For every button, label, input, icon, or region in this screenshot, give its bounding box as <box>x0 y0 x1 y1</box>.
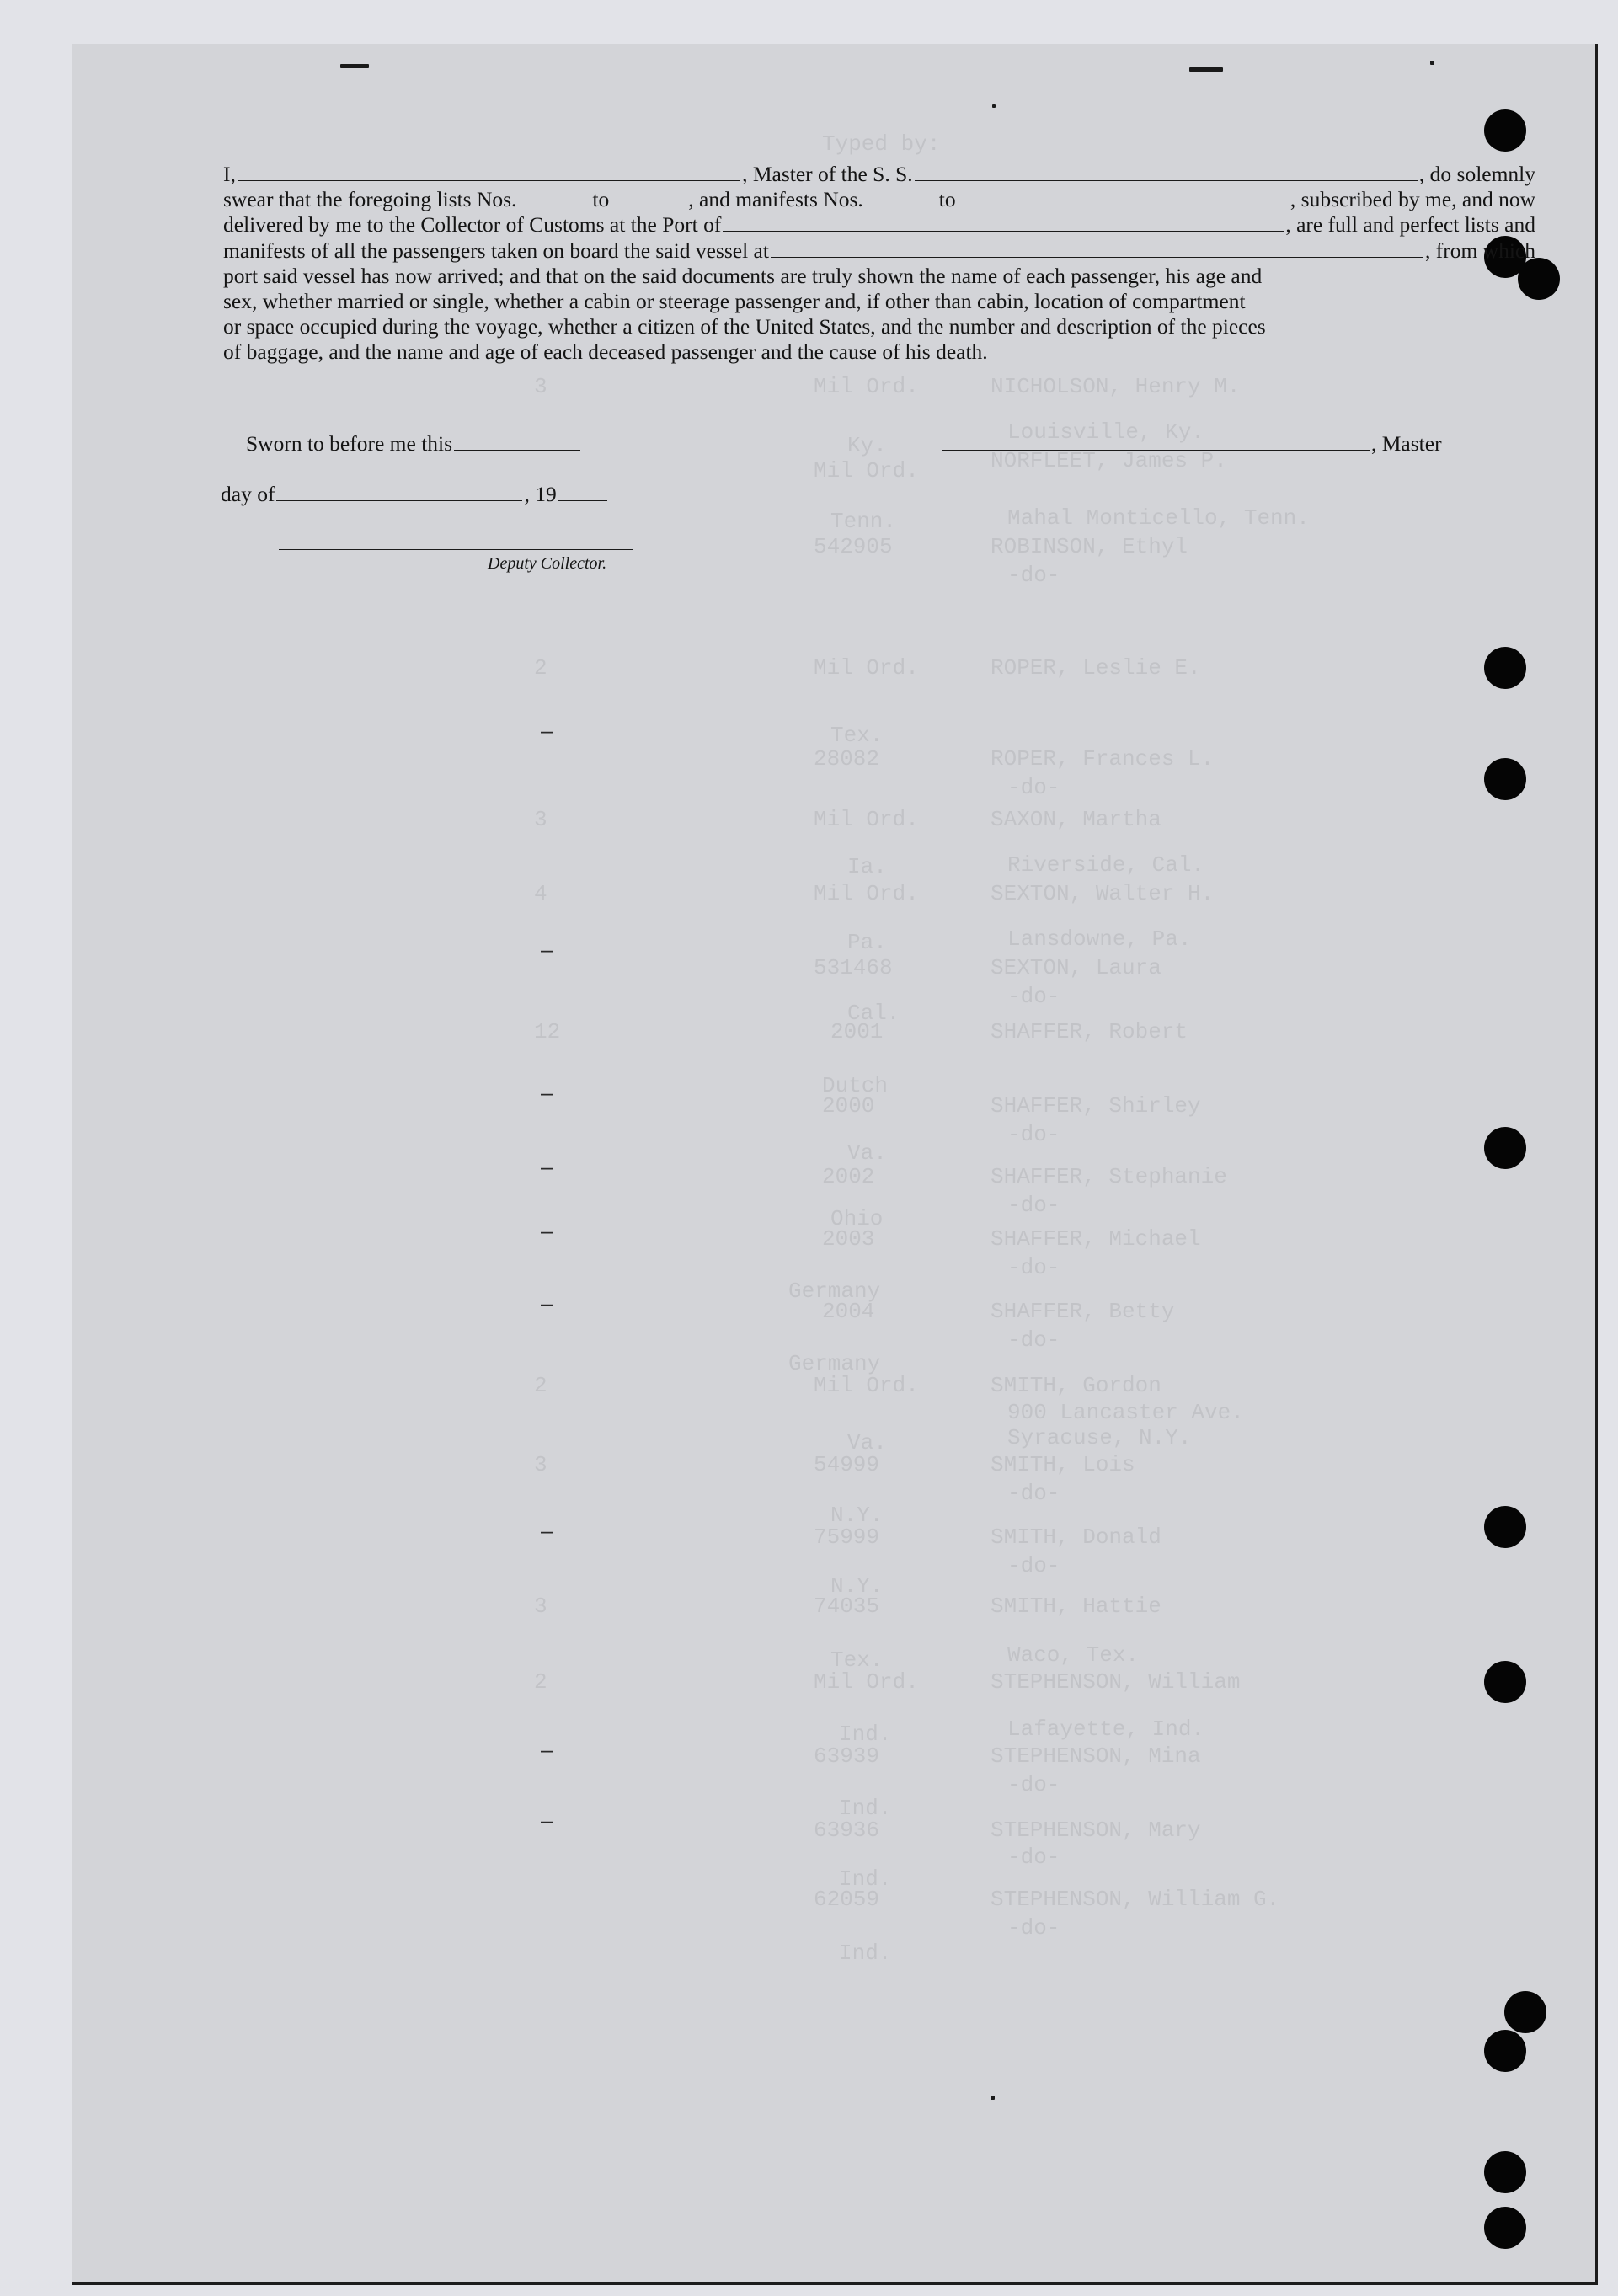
vessel-name-blank[interactable] <box>915 180 1418 181</box>
ghost-code: 2004 <box>822 1299 875 1324</box>
oath-line-4 <box>223 238 1535 264</box>
master-label: , Master <box>1371 431 1442 456</box>
dash-mark: – <box>541 1290 553 1316</box>
ghost-name: Syracuse, N.Y. <box>1007 1425 1192 1450</box>
ghost-code: Ind. <box>839 1796 892 1821</box>
ghost-code: Mil Ord. <box>814 881 919 906</box>
oath-text: port said vessel has now arrived; and that on the said documents are truly shown the name of each passenger, his age and <box>223 263 1263 288</box>
ghost-ditto: -do- <box>1007 1255 1060 1280</box>
ghost-name: STEPHENSON, Mina <box>991 1743 1201 1769</box>
ghost-name: ROPER, Frances L. <box>991 746 1215 772</box>
bleed-through-text <box>72 44 1595 2284</box>
ghost-name: Riverside, Cal. <box>1007 852 1205 878</box>
ghost-code: Mil Ord. <box>814 655 919 681</box>
deputy-signature-blank[interactable] <box>279 549 633 550</box>
oath-line-5 <box>223 264 1535 289</box>
oath-text: of baggage, and the name and age of each deceased passenger and the cause of his death. <box>223 339 988 365</box>
ghost-ditto: -do- <box>1007 984 1060 1009</box>
ghost-code: Cal. <box>847 1001 900 1026</box>
ghost-name: STEPHENSON, William <box>991 1669 1241 1695</box>
oath-solemnly: , do solemnly <box>1418 162 1536 186</box>
dash-mark: – <box>541 1080 553 1105</box>
oath-line-1 <box>223 162 1535 187</box>
ghost-code: Va. <box>847 1140 887 1166</box>
ghost-code: Mil Ord. <box>814 374 919 399</box>
day-blank[interactable] <box>276 500 522 501</box>
ghost-code: Ind. <box>839 1941 892 1966</box>
ghost-code: Ind. <box>839 1722 892 1747</box>
ghost-count: 4 <box>534 881 547 906</box>
ghost-code: Ia. <box>847 854 887 879</box>
dash-mark: – <box>541 718 553 743</box>
ghost-code: 62059 <box>814 1887 880 1912</box>
ghost-code: 2003 <box>822 1226 875 1252</box>
ghost-count: 2 <box>534 1669 547 1695</box>
day-label: day of <box>221 482 275 506</box>
oath-to-label: to <box>938 187 956 212</box>
ghost-code: Ky. <box>847 433 887 458</box>
ghost-name: SMITH, Lois <box>991 1452 1135 1477</box>
ghost-name: SEXTON, Walter H. <box>991 881 1215 906</box>
ghost-count: 2 <box>534 655 547 681</box>
ghost-name: SMITH, Hattie <box>991 1594 1161 1619</box>
page-edge-right <box>1595 44 1598 2284</box>
ghost-code: Ind. <box>839 1866 892 1892</box>
sworn-line <box>246 431 582 457</box>
ghost-name: NICHOLSON, Henry M. <box>991 374 1241 399</box>
ghost-count: 3 <box>534 807 547 832</box>
ghost-name: STEPHENSON, William G. <box>991 1887 1280 1912</box>
ghost-count: 3 <box>534 374 547 399</box>
oath-port-label: delivered by me to the Collector of Customs at the Port of <box>223 212 722 238</box>
ghost-code: Mil Ord. <box>814 458 919 483</box>
ghost-name: SMITH, Gordon <box>991 1373 1161 1398</box>
ghost-code: 531468 <box>814 955 893 980</box>
ghost-count: 3 <box>534 1594 547 1619</box>
oath-line-3 <box>223 212 1535 238</box>
oath-paragraph <box>223 162 1535 366</box>
dash-mark: – <box>541 937 553 962</box>
oath-i: I, <box>223 162 236 186</box>
ghost-code: Va. <box>847 1430 887 1455</box>
year-blank[interactable] <box>558 500 607 501</box>
master-name-blank[interactable] <box>238 180 740 181</box>
ghost-code: 28082 <box>814 746 880 772</box>
oath-line-2 <box>223 187 1535 212</box>
sworn-date-blank[interactable] <box>454 450 580 451</box>
oath-line-6 <box>223 289 1535 314</box>
dash-mark: – <box>541 1218 553 1243</box>
ghost-code: Germany <box>788 1351 881 1376</box>
oath-manifests-label: , and manifests Nos. <box>688 187 863 212</box>
ghost-name: Waco, Tex. <box>1007 1642 1140 1668</box>
ghost-code: Germany <box>788 1279 881 1304</box>
day-line <box>221 482 609 507</box>
oath-full-perfect: , are full and perfect lists and <box>1285 212 1535 238</box>
ghost-code: 542905 <box>814 534 893 559</box>
ghost-code: N.Y. <box>830 1503 884 1528</box>
oath-line-8 <box>223 339 1535 365</box>
ghost-code: 54999 <box>814 1452 880 1477</box>
ghost-code: Mil Ord. <box>814 807 919 832</box>
sworn-label: Sworn to before me this <box>246 431 453 456</box>
ghost-code: 2002 <box>822 1164 875 1189</box>
ghost-count: 12 <box>534 1019 561 1044</box>
deputy-collector-label: Deputy Collector. <box>488 554 607 573</box>
ghost-code: Tex. <box>830 723 884 748</box>
ghost-count: 2 <box>534 1373 547 1398</box>
ghost-code: Mil Ord. <box>814 1373 919 1398</box>
ghost-name: ROBINSON, Ethyl <box>991 534 1188 559</box>
master-signature-blank[interactable] <box>942 450 1370 451</box>
dash-mark: – <box>541 1807 553 1833</box>
oath-to-label: to <box>592 187 610 212</box>
ghost-code: Tex. <box>830 1647 884 1673</box>
ghost-name: SHAFFER, Shirley <box>991 1093 1201 1119</box>
oath-text: sex, whether married or single, whether a cabin or steerage passenger and, if other than cabin, location of compartment <box>223 289 1246 314</box>
ghost-ditto: -do- <box>1007 1915 1060 1941</box>
ghost-name: SHAFFER, Robert <box>991 1019 1188 1044</box>
ghost-name: SAXON, Martha <box>991 807 1161 832</box>
dash-mark: – <box>541 1518 553 1543</box>
ghost-name: Mahal Monticello, Tenn. <box>1007 505 1310 531</box>
ghost-code: N.Y. <box>830 1573 884 1599</box>
ghost-code: 75999 <box>814 1524 880 1550</box>
ghost-code: Mil Ord. <box>814 1669 919 1695</box>
ghost-code: 63936 <box>814 1818 880 1843</box>
ghost-name: ROPER, Leslie E. <box>991 655 1201 681</box>
port-blank[interactable] <box>723 231 1284 232</box>
ghost-count: 3 <box>534 1452 547 1477</box>
ghost-ditto: -do- <box>1007 1772 1060 1797</box>
ghost-code: Ohio <box>830 1206 884 1231</box>
dash-mark: – <box>541 1154 553 1179</box>
ghost-ditto: -do- <box>1007 775 1060 800</box>
ghost-name: SEXTON, Laura <box>991 955 1161 980</box>
oath-master-label: , Master of the S. S. <box>742 162 913 186</box>
ghost-name: 900 Lancaster Ave. <box>1007 1400 1244 1425</box>
dash-mark: – <box>541 1737 553 1762</box>
oath-lists-label: swear that the foregoing lists Nos. <box>223 187 517 212</box>
ghost-name: NORFLEET, James P. <box>991 448 1227 473</box>
ghost-name: STEPHENSON, Mary <box>991 1818 1201 1843</box>
year-label: , 19 <box>524 482 557 506</box>
ghost-code: 63939 <box>814 1743 880 1769</box>
master-signature-line <box>940 431 1442 457</box>
ghost-name: SMITH, Donald <box>991 1524 1161 1550</box>
ghost-name: SHAFFER, Stephanie <box>991 1164 1227 1189</box>
ghost-code: 2000 <box>822 1093 875 1119</box>
ghost-ditto: -do- <box>1007 1122 1060 1147</box>
oath-text: or space occupied during the voyage, whether a citizen of the United States, and the number and description of the pieces <box>223 314 1266 339</box>
ghost-ditto: -do- <box>1007 1193 1060 1218</box>
manifest-page <box>72 44 1595 2284</box>
ghost-name: Lafayette, Ind. <box>1007 1717 1205 1742</box>
ghost-code: Pa. <box>847 930 887 955</box>
ghost-ditto: -do- <box>1007 1327 1060 1353</box>
departure-port-blank[interactable] <box>771 257 1423 258</box>
ghost-name: Louisville, Ky. <box>1007 419 1205 445</box>
oath-vessel-at-label: manifests of all the passengers taken on board the said vessel at <box>223 238 769 263</box>
oath-subscribed-label: , subscribed by me, and now <box>1290 187 1535 212</box>
ghost-ditto: -do- <box>1007 1553 1060 1578</box>
ghost-ditto: -do- <box>1007 1845 1060 1870</box>
ghost-name: Lansdowne, Pa. <box>1007 926 1192 952</box>
oath-from-which: , from which <box>1424 238 1535 263</box>
ghost-ditto: -do- <box>1007 563 1060 588</box>
ghost-name: SHAFFER, Betty <box>991 1299 1175 1324</box>
ghost-code: 2001 <box>830 1019 884 1044</box>
ghost-ditto: -do- <box>1007 1481 1060 1506</box>
ghost-typed-by: Typed by: <box>822 131 941 157</box>
ghost-code: Dutch <box>822 1073 889 1098</box>
oath-line-7 <box>223 314 1535 339</box>
ghost-name: SHAFFER, Michael <box>991 1226 1201 1252</box>
ghost-code: Tenn. <box>830 509 897 534</box>
ghost-code: 74035 <box>814 1594 880 1619</box>
